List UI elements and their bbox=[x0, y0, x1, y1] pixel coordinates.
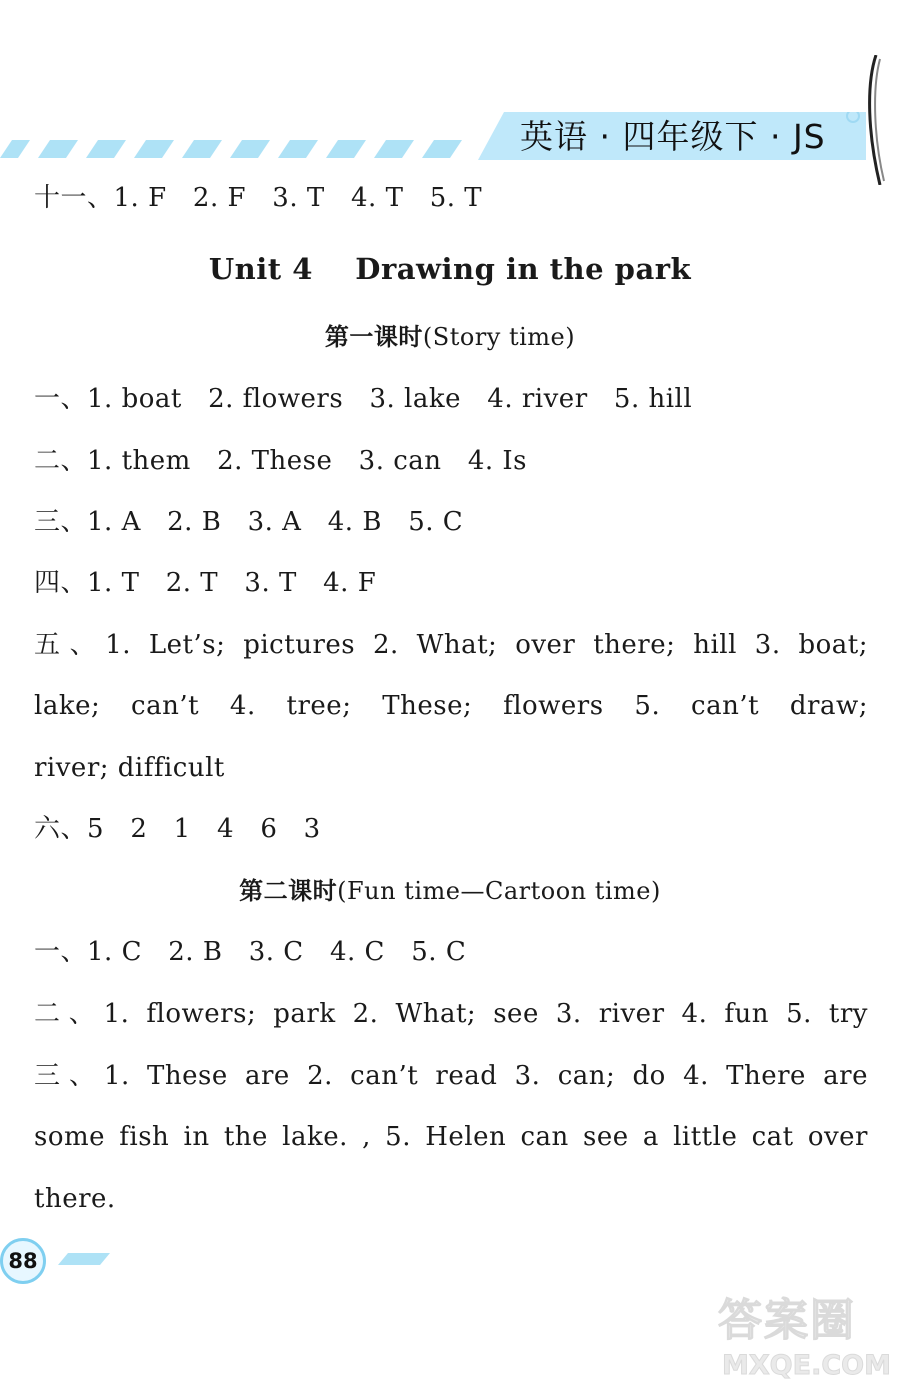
answer-line: 四、1. T 2. T 3. T 4. F bbox=[34, 568, 377, 598]
answer-line: 三、1. A 2. B 3. A 4. B 5. C bbox=[34, 507, 464, 537]
header-dash-band bbox=[0, 140, 470, 158]
lesson-2-title-en: (Fun time—Cartoon time) bbox=[337, 877, 661, 905]
answer-line: some fish in the lake. , 5. Helen can see a little cat over bbox=[34, 1122, 868, 1152]
answer-line: 五、1. Let’s; pictures 2. What; over there; hill 3. boat; bbox=[34, 630, 868, 660]
answer-line: 一、1. C 2. B 3. C 4. C 5. C bbox=[34, 937, 467, 967]
answer-line: 三、1. These are 2. can’t read 3. can; do 4. There are bbox=[34, 1061, 868, 1091]
page-curl bbox=[862, 55, 888, 185]
unit-title: Unit 4 Drawing in the park bbox=[208, 252, 692, 286]
lesson-1-title-cn: 第一课时 bbox=[324, 323, 423, 351]
watermark-url: MXQE.COM bbox=[722, 1350, 891, 1381]
lesson-1-title-en: (Story time) bbox=[422, 323, 576, 351]
page-number-bar bbox=[58, 1253, 110, 1265]
watermark bbox=[718, 1295, 900, 1390]
answer-line: 六、5 2 1 4 6 3 bbox=[34, 814, 321, 844]
lesson-1-title bbox=[0, 320, 900, 354]
answer-line: there. bbox=[34, 1184, 116, 1214]
answer-line: 一、1. boat 2. flowers 3. lake 4. river 5. hill bbox=[34, 384, 693, 414]
lesson-2-title bbox=[0, 874, 900, 908]
answer-line: 二、1. them 2. These 3. can 4. Is bbox=[34, 446, 528, 476]
watermark-logo-text: 答案圈 bbox=[718, 1295, 856, 1346]
header-title: 英语 · 四年级下 · JS bbox=[520, 117, 826, 156]
answer-line: river; difficult bbox=[34, 753, 225, 783]
answer-line-11: 十一、1. F 2. F 3. T 4. T 5. T bbox=[34, 183, 483, 213]
answer-line: lake; can’t 4. tree; These; flowers 5. can’t draw; bbox=[34, 691, 868, 721]
lesson-2-title-cn: 第二课时 bbox=[239, 877, 338, 905]
answer-line: 二、1. flowers; park 2. What; see 3. river 4. fun 5. try bbox=[34, 999, 868, 1029]
page-number: 88 bbox=[0, 1238, 46, 1284]
